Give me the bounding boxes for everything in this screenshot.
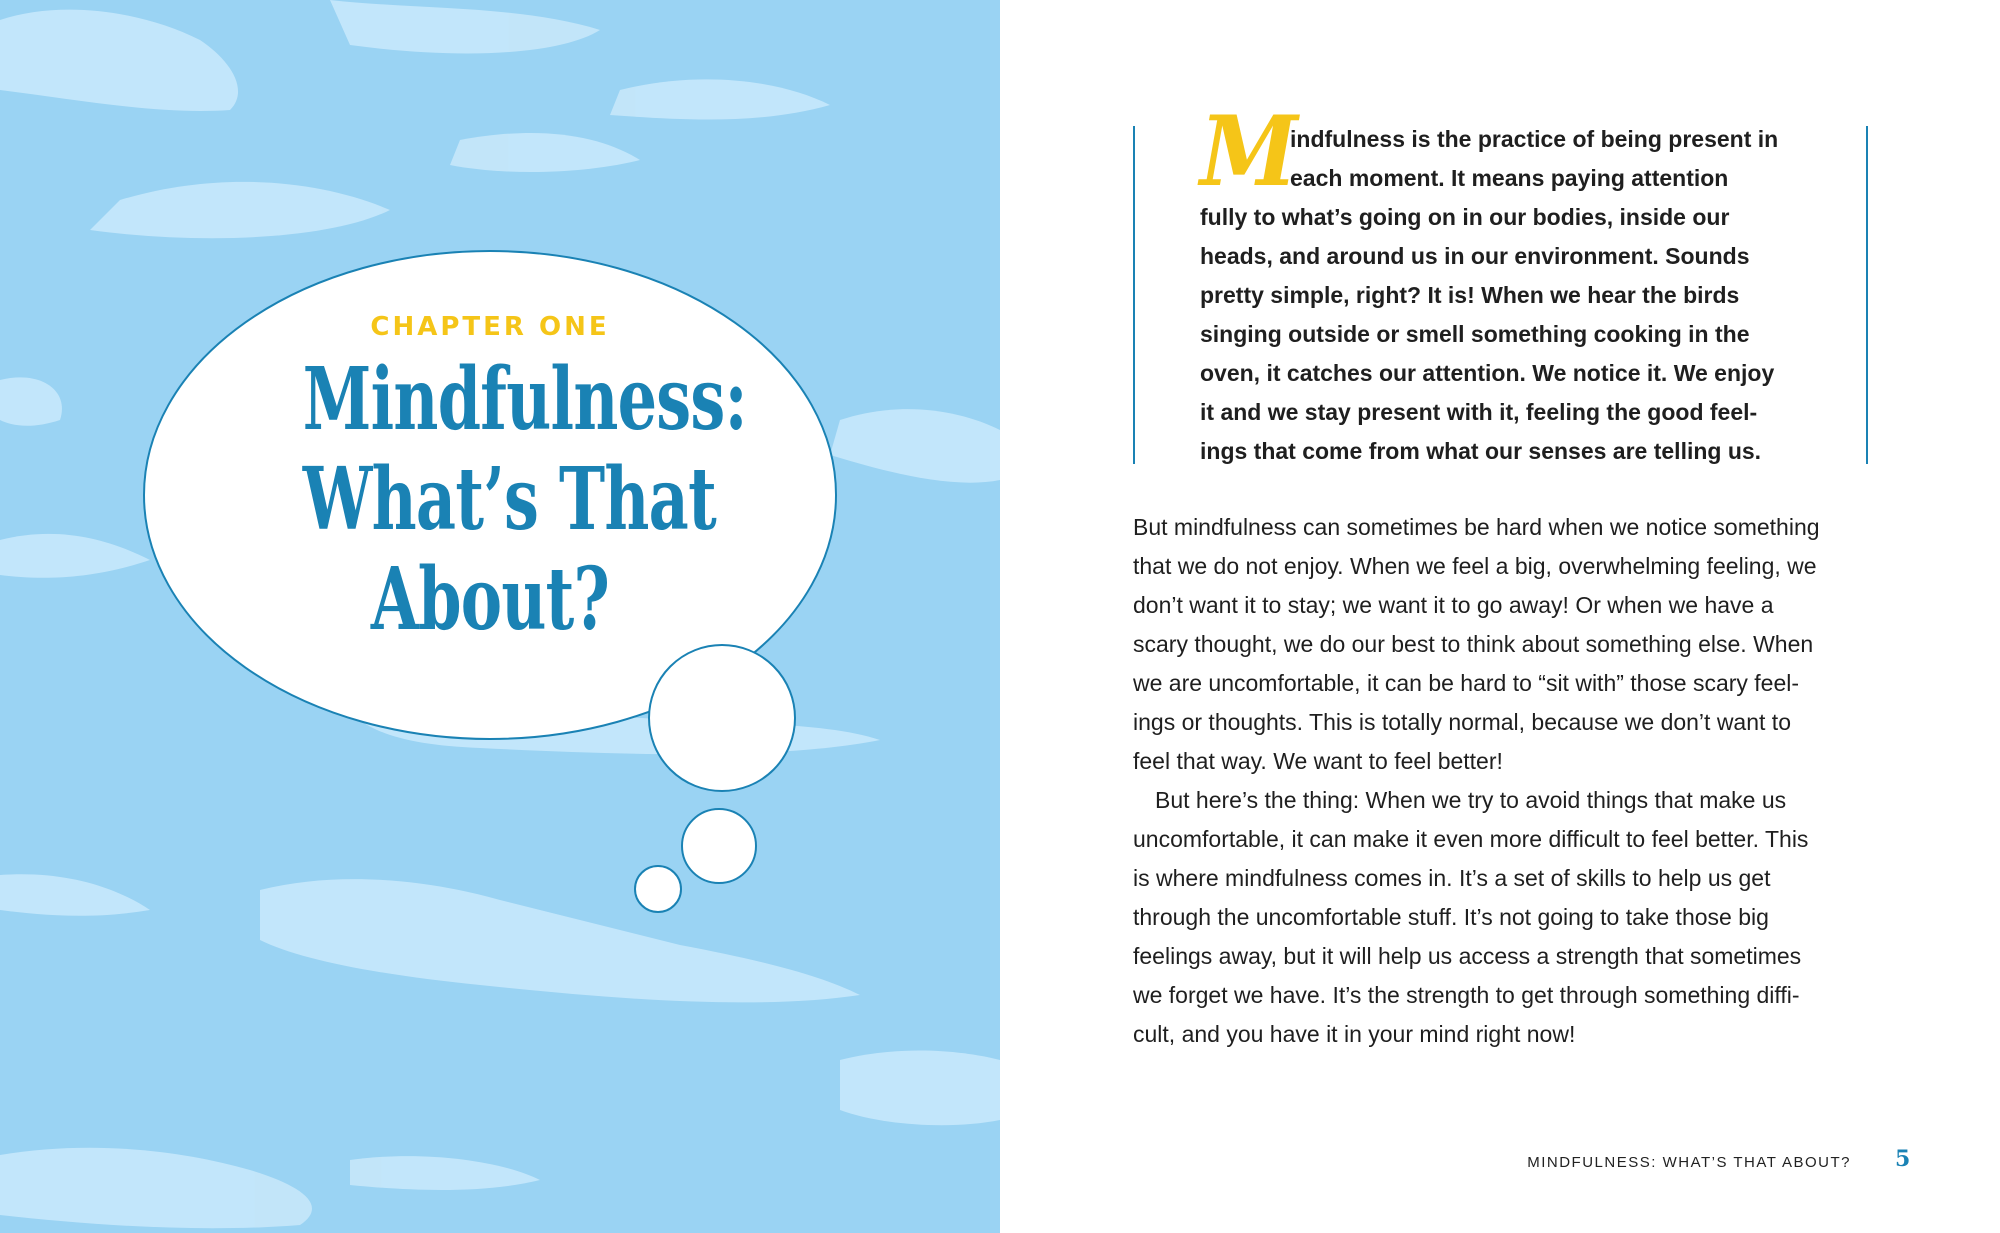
- intro-line: each moment. It means paying attention: [1290, 165, 1729, 191]
- thought-bubble-dot-medium: [682, 809, 756, 883]
- body-line: But mindfulness can sometimes be hard when we notice something: [1133, 514, 1820, 540]
- body-line: uncomfortable, it can make it even more difficult to feel better. This: [1133, 826, 1809, 852]
- body-line: But here’s the thing: When we try to avoid things that make us: [1155, 787, 1787, 813]
- body-line: that we do not enjoy. When we feel a big, overwhelming feeling, we: [1133, 553, 1817, 579]
- body-line: through the uncomfortable stuff. It’s not going to take those big: [1133, 904, 1769, 930]
- drop-cap: M: [1200, 95, 1298, 208]
- intro-line: fully to what’s going on in our bodies, inside our: [1200, 204, 1730, 230]
- chapter-label: CHAPTER ONE: [370, 312, 610, 342]
- chapter-title: [302, 349, 747, 650]
- body-text: [1133, 508, 1878, 1054]
- intro-line: indfulness is the practice of being present in: [1290, 126, 1779, 152]
- intro-line: heads, and around us in our environment. Sounds: [1200, 243, 1750, 269]
- body-line: cult, and you have it in your mind right now!: [1133, 1021, 1576, 1047]
- intro-line: it and we stay present with it, feeling the good feel-: [1200, 399, 1758, 425]
- chapter-title-line: About?: [370, 549, 610, 650]
- body-line: feel that way. We want to feel better!: [1133, 748, 1503, 774]
- body-line: don’t want it to stay; we want it to go away! Or when we have a: [1133, 592, 1774, 618]
- intro-paragraph: [1200, 120, 1820, 471]
- chapter-title-line: What’s That: [302, 449, 716, 550]
- running-footer: MINDFULNESS: WHAT’S THAT ABOUT?: [1527, 1154, 1851, 1171]
- body-line: we are uncomfortable, it can be hard to “sit with” those scary feel-: [1133, 670, 1800, 696]
- body-line: we forget we have. It’s the strength to get through something diffi-: [1133, 982, 1800, 1008]
- chapter-title-line: Mindfulness:: [302, 349, 747, 450]
- thought-bubble-dot-small: [635, 866, 681, 912]
- body-line: is where mindfulness comes in. It’s a set of skills to help us get: [1133, 865, 1771, 891]
- intro-line: pretty simple, right? It is! When we hear the birds: [1200, 282, 1740, 308]
- body-line: scary thought, we do our best to think about something else. When: [1133, 631, 1814, 657]
- intro-line: oven, it catches our attention. We notice it. We enjoy: [1200, 360, 1775, 386]
- intro-line: ings that come from what our senses are telling us.: [1200, 438, 1762, 464]
- intro-line: singing outside or smell something cooking in the: [1200, 321, 1750, 347]
- body-line: feelings away, but it will help us access a strength that sometimes: [1133, 943, 1802, 969]
- text-page: [1000, 0, 2000, 1233]
- page-number: 5: [1895, 1146, 1911, 1172]
- thought-bubble-dot-large: [649, 645, 795, 791]
- body-line: ings or thoughts. This is totally normal, because we don’t want to: [1133, 709, 1791, 735]
